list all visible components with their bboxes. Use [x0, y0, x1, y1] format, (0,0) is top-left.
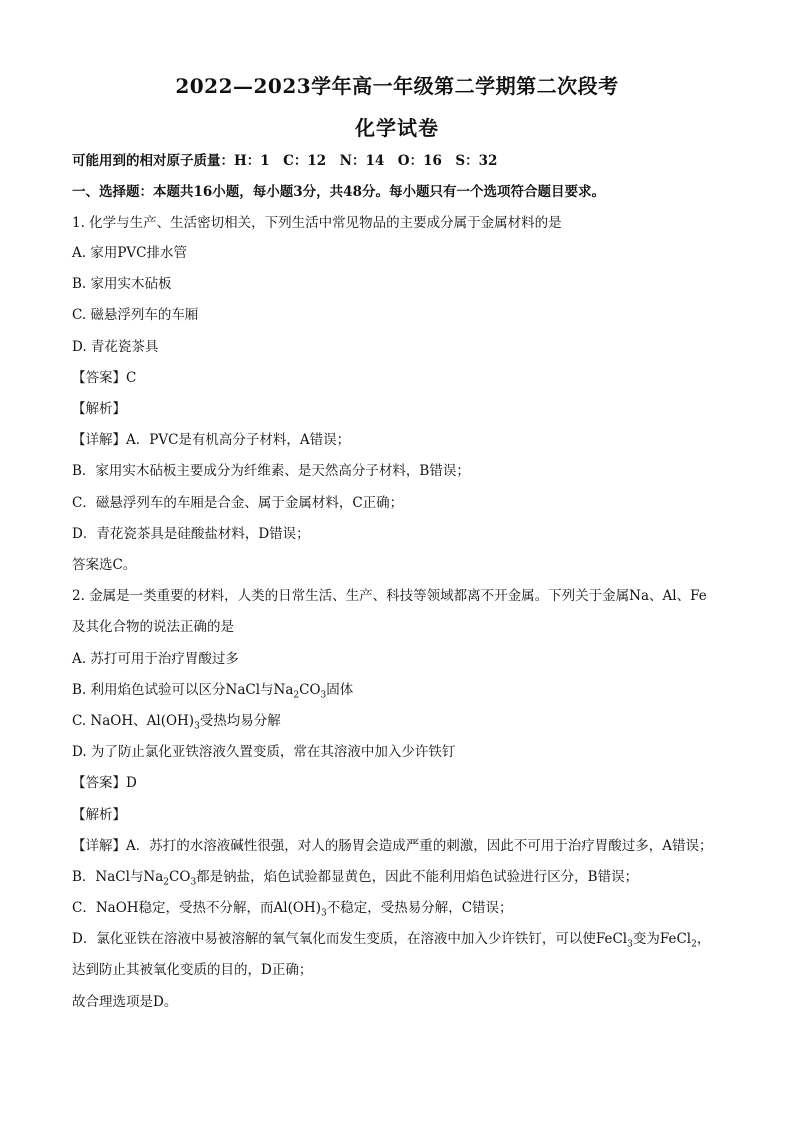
section-heading: 一、选择题：本题共16小题，每小题3分，共48分。每小题只有一个选项符合题目要求。	[72, 184, 605, 200]
q1-option-c: C. 磁悬浮列车的车厢	[72, 307, 199, 323]
q1-option-d: D. 青花瓷茶具	[72, 339, 159, 355]
q2-analysis-label: 【解析】	[72, 807, 126, 823]
q1-option-b: B. 家用实木砧板	[72, 276, 172, 292]
q2-option-b: B. 利用焰色试验可以区分NaCl与$Na_2CO_3$固体	[72, 682, 354, 701]
q2-stem-line2: 及其化合物的说法正确的是	[72, 619, 234, 635]
q2-option-a: A. 苏打可用于治疗胃酸过多	[72, 651, 239, 667]
q1-detail-a: 【详解】A．PVC是有机高分子材料，A错误；	[72, 432, 351, 448]
q1-analysis-label: 【解析】	[72, 401, 126, 417]
q1-stem: 1. 化学与生产、生活密切相关，下列生活中常见物品的主要成分属于金属材料的是	[72, 215, 562, 231]
q2-detail-d: D．氯化亚铁在溶液中易被溶解的氧气氧化而发生变质，在溶液中加入少许铁钉，可以使FeCl$_3$变为FeCl$_2$，	[72, 931, 711, 950]
q1-answer: 【答案】C	[72, 370, 137, 386]
q2-detail-b: B．NaCl与$Na_2CO_3$都是钠盐，焰色试验都显黄色，因此不能利用焰色试验进行区分，B错误；	[72, 869, 639, 888]
q2-option-c: C. NaOH、$Al(OH)_3$受热均易分解	[72, 713, 281, 732]
q1-detail-c: C．磁悬浮列车的车厢是合金、属于金属材料，C正确；	[72, 495, 404, 511]
q2-conclusion: 故合理选项是D。	[72, 994, 178, 1010]
q1-detail-d: D．青花瓷茶具是硅酸盐材料，D错误；	[72, 526, 310, 542]
q2-option-d: D. 为了防止氯化亚铁溶液久置变质，常在其溶液中加入少许铁钉	[72, 744, 456, 760]
q2-detail-c: C．NaOH稳定，受热不分解，而$Al(OH)_3$不稳定，受热易分解，C错误；	[72, 900, 513, 919]
q2-stem-line1: 2. 金属是一类重要的材料，人类的日常生活、生产、科技等领域都离不开金属。下列关于金属Na、Al、Fe	[72, 588, 707, 604]
q1-detail-b: B．家用实木砧板主要成分为纤维素、是天然高分子材料，B错误；	[72, 463, 470, 479]
q2-answer: 【答案】D	[72, 775, 137, 791]
page-title: 2022—2023学年高一年级第二学期第二次段考	[175, 74, 619, 98]
page-subtitle: 化学试卷	[355, 116, 439, 140]
atomic-masses: 可能用到的相对原子质量：H：1 C：12 N：14 O：16 S：32	[72, 153, 498, 169]
q1-conclusion: 答案选C。	[72, 557, 137, 573]
q1-option-a: A. 家用PVC排水管	[72, 245, 187, 261]
q2-detail-d-cont: 达到防止其被氧化变质的目的，D正确；	[72, 962, 313, 978]
q2-detail-a: 【详解】A．苏打的水溶液碱性很强，对人的肠胃会造成严重的刺激，因此不可用于治疗胃酸过多，A错误；	[72, 838, 713, 854]
